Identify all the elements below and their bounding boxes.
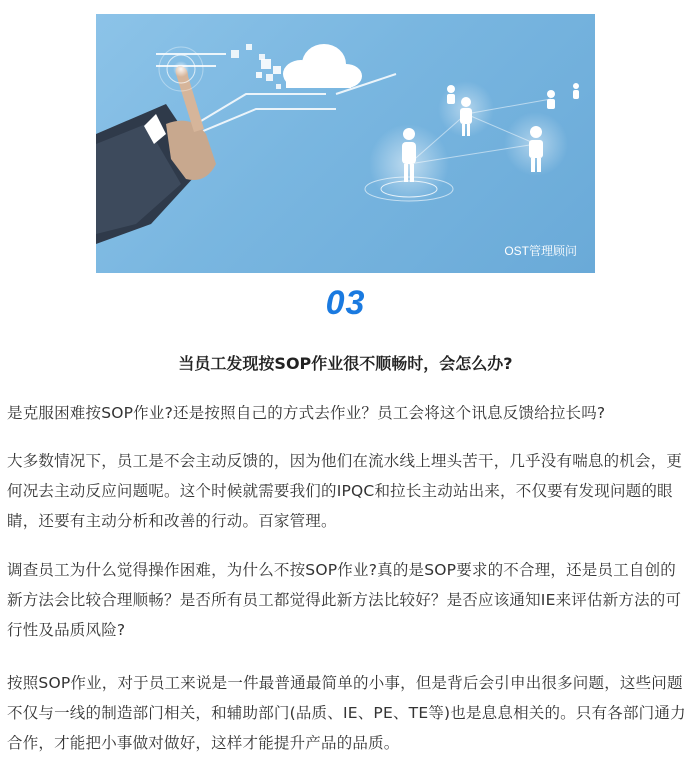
section-number: 03: [325, 284, 366, 322]
hand-illustration: [96, 61, 216, 244]
section-heading: 当员工发现按SOP作业很不顺畅时，会怎么办?: [178, 354, 513, 373]
cloud-icon: [283, 44, 362, 88]
paragraph-2: 大多数情况下，员工是不会主动反馈的，因为他们在流水线上埋头苦干，几乎没有喘息的机会，更何况去主动反应问题呢。这个时候就需要我们的IPQC和拉长主动站出来，不仅要有发现问题的眼睛，还要有主动分析和改善的行动。百家管理。: [7, 452, 683, 530]
watermark: [483, 242, 577, 259]
watermark-text: OST管理顾问: [504, 244, 577, 258]
people-network: [365, 81, 579, 204]
network-illustration: [96, 14, 595, 273]
hero-image: [96, 14, 595, 273]
paragraph-3: 调查员工为什么觉得操作困难，为什么不按SOP作业?真的是SOP要求的不合理，还是员工自创的新方法会比较合理顺畅？是否所有员工都觉得此新方法比较好？是否应该通知IE来评估新方法的可行性及品质风险?: [7, 561, 682, 639]
paragraph-4: 按照SOP作业，对于员工来说是一件最普通最简单的小事，但是背后会引申出很多问题，这些问题不仅与一线的制造部门相关，和辅助部门(品质、IE、PE、TE等)也是息息相关的。只有各部门通力合作，才能把小事做对做好，这样才能提升产品的品质。: [7, 674, 686, 752]
wechat-icon: [483, 244, 499, 258]
paragraph-1: 是克服困难按SOP作业?还是按照自己的方式去作业？员工会将这个讯息反馈给拉长吗?: [7, 404, 606, 422]
